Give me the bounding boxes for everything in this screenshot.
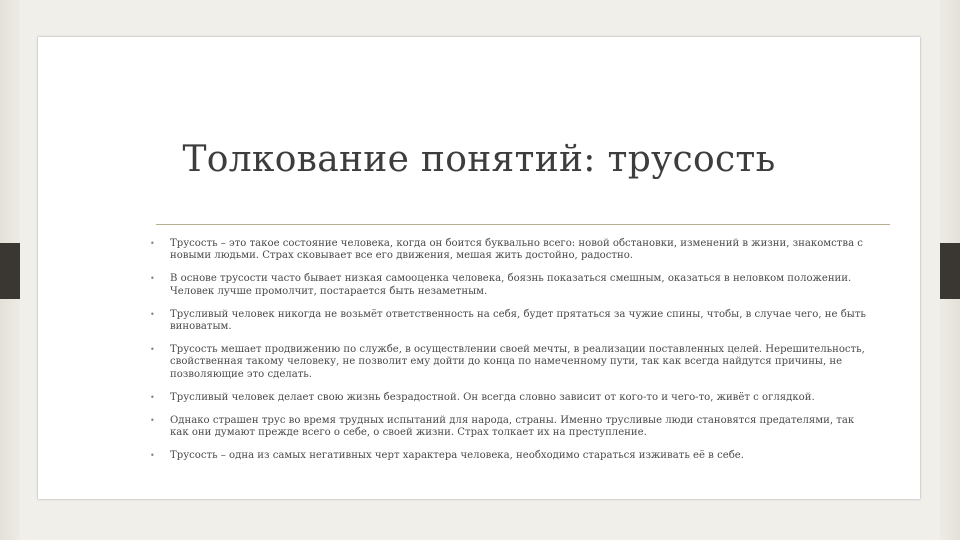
title-divider bbox=[156, 224, 890, 225]
slide-title: Толкование понятий: трусость bbox=[182, 139, 776, 180]
bullet-text: Однако страшен трус во время трудных испытаний для народа, страны. Именно трусливые люди становятся предателями, так как они думают прежде всего о себе, о своей жизни. Страх толкает их на преступление. bbox=[170, 415, 855, 439]
bullet-text: Трусость – одна из самых негативных черт характера человека, необходимо стараться изживать её в себе. bbox=[170, 450, 744, 462]
right-side-tab bbox=[940, 243, 960, 299]
bullet-list bbox=[150, 238, 874, 474]
bullet-icon: • bbox=[150, 309, 155, 319]
bullet-text: В основе трусости часто бывает низкая самооценка человека, боязнь показаться смешным, оказаться в неловком положении. Человек лучше промолчит, постарается быть незаметным. bbox=[170, 273, 852, 297]
left-side-tab bbox=[0, 243, 20, 299]
bullet-text: Трусость мешает продвижению по службе, в осуществлении своей мечты, в реализации поставленных целей. Нерешительность, свойственная такому человеку, не позволит ему дойти до конца по намеченному пути, так как всегда найдутся причины, не позволяющие это сделать. bbox=[170, 344, 865, 380]
bullet-item bbox=[150, 392, 874, 404]
bullet-item bbox=[150, 450, 874, 462]
bullet-item bbox=[150, 238, 874, 262]
bullet-text: Трусливый человек делает свою жизнь безрадостной. Он всегда словно зависит от кого-то и чего-то, живёт с оглядкой. bbox=[170, 391, 815, 403]
bullet-text: Трусость – это такое состояние человека, когда он боится буквально всего: новой обстановки, изменений в жизни, знакомства с новыми людьми. Страх сковывает все его движения, мешая жить достойно, радостно. bbox=[170, 238, 863, 262]
bullet-icon: • bbox=[150, 451, 155, 461]
bullet-icon: • bbox=[150, 239, 155, 248]
bullet-icon: • bbox=[150, 345, 155, 355]
bullet-item bbox=[150, 344, 874, 381]
bullet-item bbox=[150, 309, 874, 333]
bullet-text: Трусливый человек никогда не возьмёт ответственность на себя, будет прятаться за чужие спины, чтобы, в случае чего, не быть виноватым. bbox=[170, 308, 866, 333]
bullet-item bbox=[150, 273, 874, 297]
bullet-icon: • bbox=[150, 274, 155, 284]
slide-content-card bbox=[38, 37, 920, 499]
bullet-icon: • bbox=[150, 416, 155, 426]
bullet-icon: • bbox=[150, 392, 155, 402]
bullet-item bbox=[150, 415, 874, 439]
